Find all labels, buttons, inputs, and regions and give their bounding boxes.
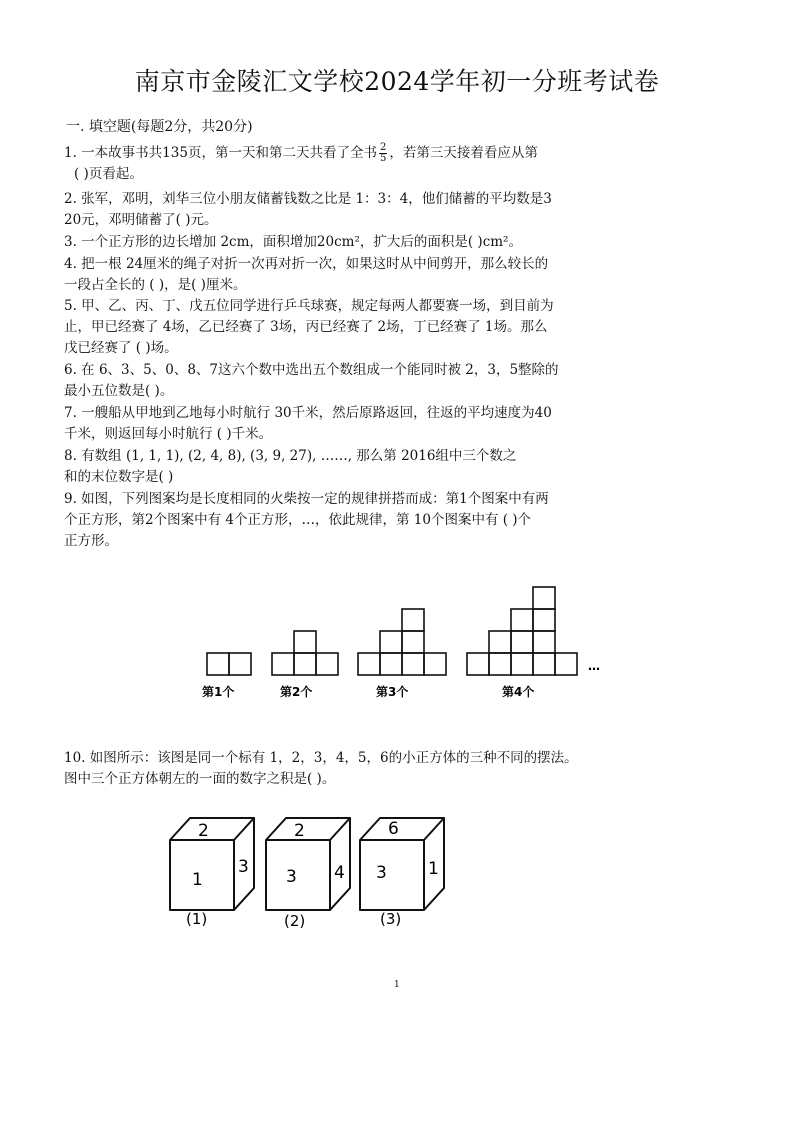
cube-3-top: 6 — [388, 819, 399, 839]
fraction-numerator: 2 — [379, 142, 387, 153]
pattern-label-1: 第1个 — [202, 685, 235, 699]
question-1 — [64, 143, 664, 185]
q9-line1: 9. 如图，下列图案均是长度相同的火柴按一定的规律拼搭而成：第1个图案中有两 — [64, 491, 549, 507]
pattern-label-3: 第3个 — [376, 685, 409, 699]
matchstick-figure — [196, 578, 616, 708]
q2-line1: 2. 张军，邓明，刘华三位小朋友储蓄钱数之比是 1：3：4，他们储蓄的平均数是3 — [64, 191, 552, 207]
cube-1-label: (1) — [186, 910, 208, 928]
cube-2-label: (2) — [284, 912, 306, 930]
pattern-4 — [467, 587, 577, 675]
q5-line3: 戊已经赛了 ( )场。 — [64, 340, 178, 356]
q8-line1: 8. 有数组 (1, 1, 1), (2, 4, 8), (3, 9, 27), ……, 那么第 2016组中三个数之 — [64, 448, 517, 464]
section-heading: 一. 填空题(每题2分，共20分) — [66, 119, 253, 135]
q10-line2: 图中三个正方体朝左的一面的数字之积是( )。 — [64, 771, 336, 787]
q1-fraction — [379, 143, 387, 164]
question-5 — [64, 296, 664, 359]
q5-line2: 止，甲已经赛了 4场，乙已经赛了 3场，丙已经赛了 2场，丁已经赛了 1场。那么 — [64, 319, 548, 335]
q4-line1: 4. 把一根 24厘米的绳子对折一次再对折一次，如果这时从中间剪开，那么较长的 — [64, 256, 549, 272]
q8-line2: 和的末位数字是( ) — [64, 469, 174, 485]
cube-figure — [160, 808, 470, 932]
question-8 — [64, 446, 664, 488]
q2-line2: 20元，邓明储蓄了( )元。 — [64, 212, 218, 228]
question-2 — [64, 189, 664, 231]
cube-3-front: 3 — [376, 863, 387, 883]
q1-line2: ( )页看起。 — [74, 166, 143, 182]
pattern-1 — [207, 653, 251, 675]
cube-1-front: 1 — [192, 870, 203, 890]
q4-line2: 一段占全长的 ( )，是( )厘米。 — [64, 277, 247, 293]
question-3 — [64, 232, 664, 253]
question-4 — [64, 254, 664, 296]
question-6 — [64, 360, 664, 402]
pattern-ellipsis: … — [588, 659, 600, 673]
question-9 — [64, 489, 664, 552]
q1-text-b: ，若第三天接着看应从第 — [389, 145, 538, 161]
question-10 — [64, 748, 684, 790]
q10-line1: 10. 如图所示：该图是同一个标有 1，2，3，4，5，6的小正方体的三种不同的摆法。 — [64, 750, 578, 766]
page-number: 1 — [394, 980, 400, 990]
cube-2-right: 4 — [334, 863, 345, 883]
q6-line2: 最小五位数是( )。 — [64, 383, 174, 399]
q3-line1: 3. 一个正方形的边长增加 2cm，面积增加20cm²，扩大后的面积是( )cm²。 — [64, 234, 522, 250]
cube-3-right: 1 — [428, 859, 439, 879]
pattern-label-2: 第2个 — [280, 685, 313, 699]
exam-title: 南京市金陵汇文学校2024学年初一分班考试卷 — [134, 67, 660, 96]
q9-line2: 个正方形，第2个图案中有 4个正方形，…，依此规律，第 10个图案中有 ( )个 — [64, 512, 532, 528]
pattern-2 — [272, 631, 338, 675]
cube-1-top: 2 — [198, 821, 209, 841]
fraction-denominator: 5 — [379, 153, 387, 164]
cube-3-label: (3) — [380, 910, 402, 928]
q7-line2: 千米，则返回每小时航行 ( )千米。 — [64, 426, 273, 442]
q6-line1: 6. 在 6、3、5、0、8、7这六个数中选出五个数组成一个能同时被 2，3，5整除的 — [64, 362, 559, 378]
pattern-label-4: 第4个 — [502, 685, 535, 699]
cube-2-front: 3 — [286, 867, 297, 887]
cube-1-right: 3 — [238, 857, 249, 877]
pattern-3 — [358, 609, 446, 675]
q1-text-a: 1. 一本故事书共135页，第一天和第二天共看了全书 — [64, 145, 377, 161]
q7-line1: 7. 一艘船从甲地到乙地每小时航行 30千米，然后原路返回，往返的平均速度为40 — [64, 405, 552, 421]
q5-line1: 5. 甲、乙、丙、丁、戊五位同学进行乒乓球赛，规定每两人都要赛一场，到目前为 — [64, 298, 554, 314]
cube-2-top: 2 — [294, 821, 305, 841]
q9-line3: 正方形。 — [64, 533, 118, 549]
question-7 — [64, 403, 664, 445]
